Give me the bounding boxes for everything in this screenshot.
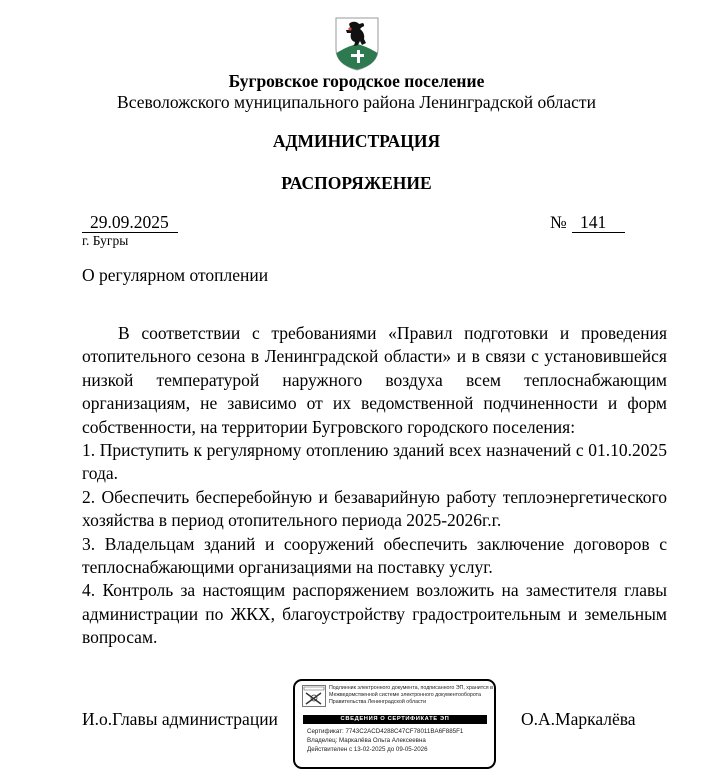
signer-position: И.о.Главы администрации — [82, 709, 278, 729]
document-type-title: РАСПОРЯЖЕНИЕ — [281, 173, 432, 193]
document-number-value: 141 — [580, 212, 607, 232]
document-body — [82, 322, 667, 650]
document-number-label: № — [550, 212, 567, 232]
stamp-validity: Действителен с 13-02-2025 до 09-05-2026 — [307, 746, 428, 753]
body-preamble: В соответствии с требованиями «Правил подготовки и проведения отопительного сезона в Ленинградской области» и в связи с установившейся низкой температурой наружного воздуха всем теплоснабжающим организациям, не зависимо от их ведомственной подчиненности и форм собственности, на территории Бугровского городского поселения: — [82, 323, 667, 437]
electronic-signature-stamp — [293, 679, 496, 769]
stamp-certificate-id: Сертификат: 7743C2ACD4288C47CF78011BA6F885F1 — [307, 728, 464, 735]
signer-name: О.А.Маркалёва — [521, 709, 636, 729]
body-item: 3. Владельцам зданий и сооружений обеспечить заключение договоров с теплоснабжающими организациями на поставку услуг. — [82, 533, 667, 578]
body-item: 4. Контроль за настоящим распоряжением возложить на заместителя главы администрации по ЖКХ, благоустройству градостроительным и земельным вопросам. — [82, 580, 667, 648]
document-subject: О регулярном отоплении — [82, 265, 269, 285]
document-date — [82, 212, 178, 233]
leningrad-oblast-emblem-icon — [302, 685, 326, 707]
document-date-value: 29.09.2025 — [90, 212, 169, 232]
document-city: г. Бугры — [82, 233, 129, 248]
stamp-owner: Владелец: Маркалёва Ольга Алексеевна — [307, 737, 426, 744]
stamp-certificate-title: СВЕДЕНИЯ О СЕРТИФИКАТЕ ЭП — [303, 715, 487, 724]
stamp-header-text: Подлинник электронного документа, подписанного ЭП, хранится в Межведомственной системе электронного документооборота Правительства Ленинградской области — [329, 685, 493, 705]
authority-title: АДМИНИСТРАЦИЯ — [272, 131, 441, 151]
document-number — [572, 212, 625, 233]
body-item: 2. Обеспечить бесперебойную и безаварийную работу теплоэнергетического хозяйства в период отопительного периода 2025-2026г.г. — [82, 486, 667, 531]
body-item: 1. Приступить к регулярному отоплению зданий всех назначений с 01.10.2025 года. — [82, 440, 667, 484]
bear-coat-of-arms-icon — [333, 15, 381, 71]
organization-name: Бугровское городское поселение — [228, 71, 485, 91]
organization-subtitle: Всеволожского муниципального района Ленинградской области — [117, 92, 596, 112]
